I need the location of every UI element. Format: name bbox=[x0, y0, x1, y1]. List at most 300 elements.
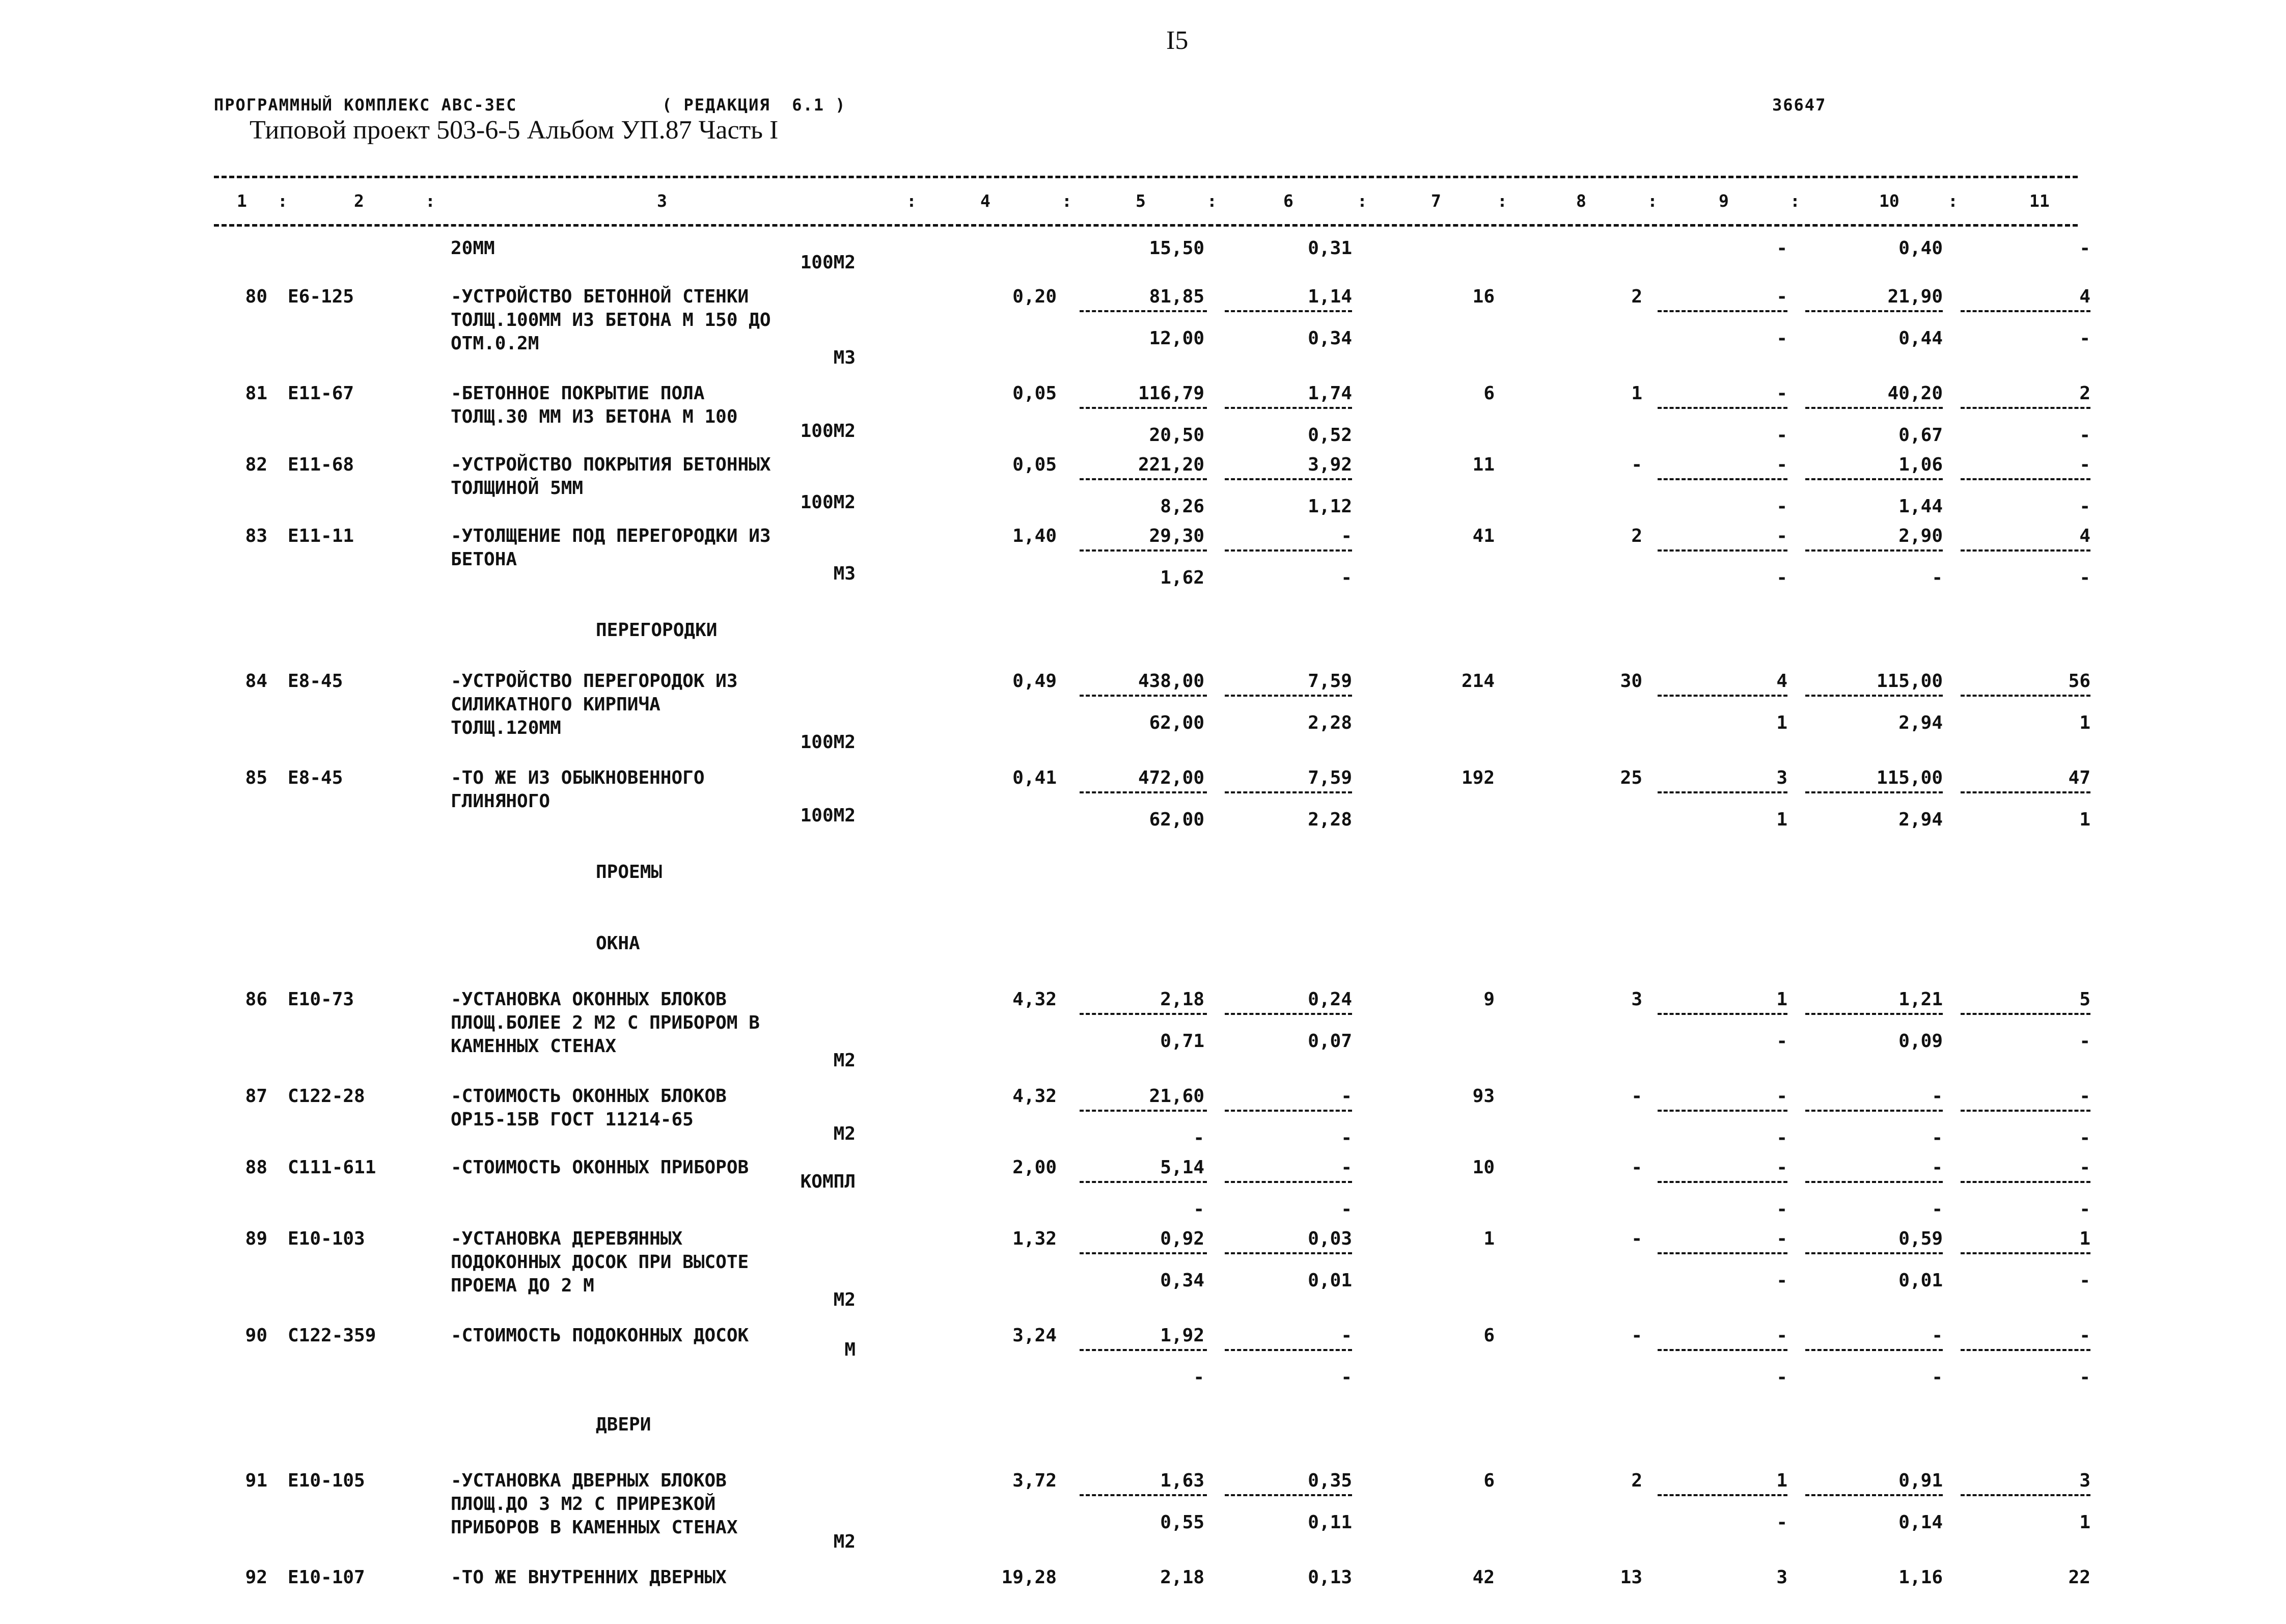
cell-divider-line bbox=[1961, 1181, 2090, 1183]
unit-of-measure: М2 bbox=[833, 1123, 856, 1144]
value-c5-bottom: 0,34 bbox=[1160, 1270, 1204, 1291]
value-c5-bottom: 8,26 bbox=[1160, 496, 1204, 517]
quantity: 3,72 bbox=[1012, 1470, 1057, 1491]
row-number: 85 bbox=[245, 767, 267, 788]
value-c6-top: 0,31 bbox=[1308, 238, 1352, 259]
value-c7: 16 bbox=[1472, 286, 1495, 307]
quantity: 1,40 bbox=[1012, 526, 1057, 546]
value-c10-top: - bbox=[1932, 1157, 1943, 1178]
value-c10-bottom: 0,67 bbox=[1898, 425, 1943, 446]
cell-divider-line bbox=[1961, 791, 2090, 793]
cell-divider-line bbox=[1961, 310, 2090, 312]
value-c10-top: 1,21 bbox=[1898, 989, 1943, 1010]
quantity: 0,41 bbox=[1012, 767, 1057, 788]
cell-divider-line bbox=[1805, 1181, 1943, 1183]
cell-divider-line bbox=[1658, 407, 1787, 409]
value-c11-top: 4 bbox=[2079, 286, 2090, 307]
value-c8: - bbox=[1631, 1228, 1642, 1249]
value-c5-top: 81,85 bbox=[1149, 286, 1204, 307]
work-description-line: -ТО ЖЕ ИЗ ОБЫКНОВЕННОГО bbox=[451, 767, 705, 788]
value-c9-bottom: - bbox=[1776, 1367, 1787, 1388]
unit-of-measure: М3 bbox=[833, 347, 856, 368]
column-separator: : bbox=[1497, 191, 1507, 211]
value-c8: 25 bbox=[1620, 767, 1642, 788]
cell-divider-line bbox=[1658, 695, 1787, 697]
value-c10-bottom: 2,94 bbox=[1898, 712, 1943, 733]
value-c6-bottom: 0,34 bbox=[1308, 328, 1352, 349]
column-separator: : bbox=[1357, 191, 1367, 211]
work-description-line: ОР15-15В ГОСТ 11214-65 bbox=[451, 1109, 694, 1130]
value-c5-bottom: 20,50 bbox=[1149, 425, 1204, 446]
value-c5-top: 29,30 bbox=[1149, 526, 1204, 546]
work-description-line: -ТО ЖЕ ВНУТРЕННИХ ДВЕРНЫХ bbox=[451, 1567, 727, 1588]
section-title-doors: ДВЕРИ bbox=[596, 1414, 651, 1435]
column-header-11: 11 bbox=[2029, 191, 2050, 211]
cell-divider-line bbox=[1961, 549, 2090, 552]
row-number: 84 bbox=[245, 671, 267, 692]
value-c8: - bbox=[1631, 1086, 1642, 1107]
value-c7: 93 bbox=[1472, 1086, 1495, 1107]
cell-divider-line bbox=[1080, 791, 1207, 793]
value-c5-top: 221,20 bbox=[1138, 454, 1204, 475]
work-code: Е6-125 bbox=[288, 286, 354, 307]
section-title-openings: ПРОЕМЫ bbox=[596, 862, 663, 883]
work-description-line: ПРИБОРОВ В КАМЕННЫХ СТЕНАХ bbox=[451, 1517, 738, 1538]
cell-divider-line bbox=[1961, 478, 2090, 480]
work-description-line: 20ММ bbox=[451, 238, 495, 259]
value-c9-top: - bbox=[1776, 1325, 1787, 1346]
quantity: 3,24 bbox=[1012, 1325, 1057, 1346]
cell-divider-line bbox=[1080, 478, 1207, 480]
value-c5-bottom: - bbox=[1193, 1127, 1204, 1148]
value-c6-top: 0,24 bbox=[1308, 989, 1352, 1010]
unit-of-measure: 100М2 bbox=[800, 491, 856, 513]
column-separator: : bbox=[1948, 191, 1958, 211]
cell-divider-line bbox=[1225, 695, 1352, 697]
value-c6-top: 0,03 bbox=[1308, 1228, 1352, 1249]
header-top-rule bbox=[214, 176, 2078, 178]
value-c5-bottom: - bbox=[1193, 1199, 1204, 1220]
cell-divider-line bbox=[1658, 1110, 1787, 1112]
value-c9-bottom: 1 bbox=[1776, 809, 1787, 830]
cell-divider-line bbox=[1658, 1252, 1787, 1254]
work-code: Е10-105 bbox=[288, 1470, 365, 1491]
cell-divider-line bbox=[1225, 549, 1352, 552]
value-c5-top: 2,18 bbox=[1160, 1567, 1204, 1588]
value-c11-bottom: - bbox=[2079, 1270, 2090, 1291]
work-description-line: -УСТРОЙСТВО ПОКРЫТИЯ БЕТОННЫХ bbox=[451, 454, 771, 475]
cell-divider-line bbox=[1080, 1110, 1207, 1112]
cell-divider-line bbox=[1658, 1494, 1787, 1496]
work-description-line: -СТОИМОСТЬ ОКОННЫХ ПРИБОРОВ bbox=[451, 1157, 749, 1178]
cell-divider-line bbox=[1225, 1181, 1352, 1183]
unit-of-measure: 100М2 bbox=[800, 805, 856, 826]
value-c11-top: - bbox=[2079, 1157, 2090, 1178]
value-c9-top: - bbox=[1776, 286, 1787, 307]
cell-divider-line bbox=[1805, 310, 1943, 312]
work-code: С122-28 bbox=[288, 1086, 365, 1107]
work-code: Е8-45 bbox=[288, 671, 343, 692]
value-c11-top: 2 bbox=[2079, 383, 2090, 404]
quantity: 0,49 bbox=[1012, 671, 1057, 692]
value-c10-bottom: 0,14 bbox=[1898, 1512, 1943, 1533]
cell-divider-line bbox=[1080, 1013, 1207, 1015]
work-code: Е11-67 bbox=[288, 383, 354, 404]
value-c6-bottom: - bbox=[1341, 1199, 1352, 1220]
unit-of-measure: М3 bbox=[833, 563, 856, 584]
cell-divider-line bbox=[1805, 1349, 1943, 1351]
value-c6-bottom: 0,01 bbox=[1308, 1270, 1352, 1291]
value-c11-bottom: - bbox=[2079, 1367, 2090, 1388]
column-separator: : bbox=[906, 191, 917, 211]
cell-divider-line bbox=[1658, 1349, 1787, 1351]
work-description-line: ТОЛЩ.30 ММ ИЗ БЕТОНА М 100 bbox=[451, 406, 738, 427]
program-name: ПРОГРАММНЫЙ КОМПЛЕКС АВС-3ЕС bbox=[214, 95, 517, 115]
work-description-line: ПЛОЩ.ДО 3 М2 С ПРИРЕЗКОЙ bbox=[451, 1494, 716, 1515]
row-number: 90 bbox=[245, 1325, 267, 1346]
cell-divider-line bbox=[1658, 1013, 1787, 1015]
work-description-line: БЕТОНА bbox=[451, 549, 517, 570]
value-c9-bottom: - bbox=[1776, 496, 1787, 517]
cell-divider-line bbox=[1225, 1349, 1352, 1351]
value-c5-top: 1,92 bbox=[1160, 1325, 1204, 1346]
work-description-line: ПРОЕМА ДО 2 М bbox=[451, 1275, 594, 1296]
value-c5-top: 438,00 bbox=[1138, 671, 1204, 692]
work-description-line: -УТОЛЩЕНИЕ ПОД ПЕРЕГОРОДКИ ИЗ bbox=[451, 526, 771, 546]
value-c9-bottom: - bbox=[1776, 1512, 1787, 1533]
value-c5-bottom: 62,00 bbox=[1149, 809, 1204, 830]
value-c10-top: 40,20 bbox=[1887, 383, 1943, 404]
cell-divider-line bbox=[1805, 1494, 1943, 1496]
column-header-1: 1 bbox=[237, 191, 247, 211]
cell-divider-line bbox=[1658, 549, 1787, 552]
row-number: 89 bbox=[245, 1228, 267, 1249]
row-number: 88 bbox=[245, 1157, 267, 1178]
value-c7: 42 bbox=[1472, 1567, 1495, 1588]
program-edition: ( РЕДАКЦИЯ 6.1 ) bbox=[662, 95, 846, 115]
work-description-line: СИЛИКАТНОГО КИРПИЧА bbox=[451, 694, 660, 715]
value-c11-top: 1 bbox=[2079, 1228, 2090, 1249]
work-code: Е11-11 bbox=[288, 526, 354, 546]
cell-divider-line bbox=[1805, 1252, 1943, 1254]
value-c7: 41 bbox=[1472, 526, 1495, 546]
value-c6-bottom: 0,52 bbox=[1308, 425, 1352, 446]
value-c6-top: 7,59 bbox=[1308, 767, 1352, 788]
value-c9-bottom: - bbox=[1776, 1127, 1787, 1148]
value-c9-bottom: - bbox=[1776, 1270, 1787, 1291]
value-c10-top: 1,16 bbox=[1898, 1567, 1943, 1588]
row-number: 91 bbox=[245, 1470, 267, 1491]
cell-divider-line bbox=[1805, 407, 1943, 409]
value-c11-bottom: - bbox=[2079, 1127, 2090, 1148]
value-c9-top: 3 bbox=[1776, 1567, 1787, 1588]
value-c7: 214 bbox=[1461, 671, 1495, 692]
work-description-line: -УСТАНОВКА ДЕРЕВЯННЫХ bbox=[451, 1228, 683, 1249]
work-description-line: ПОДОКОННЫХ ДОСОК ПРИ ВЫСОТЕ bbox=[451, 1252, 749, 1273]
value-c8: 30 bbox=[1620, 671, 1642, 692]
value-c5-top: 5,14 bbox=[1160, 1157, 1204, 1178]
cell-divider-line bbox=[1080, 549, 1207, 552]
quantity: 0,05 bbox=[1012, 454, 1057, 475]
value-c9-top: - bbox=[1776, 238, 1787, 259]
unit-of-measure: М bbox=[844, 1339, 856, 1360]
row-number: 82 bbox=[245, 454, 267, 475]
value-c10-bottom: - bbox=[1932, 1367, 1943, 1388]
value-c6-bottom: 0,11 bbox=[1308, 1512, 1352, 1533]
work-code: Е11-68 bbox=[288, 454, 354, 475]
cell-divider-line bbox=[1080, 310, 1207, 312]
value-c11-top: 56 bbox=[2068, 671, 2090, 692]
cell-divider-line bbox=[1805, 1110, 1943, 1112]
value-c6-top: 1,74 bbox=[1308, 383, 1352, 404]
value-c11-top: 22 bbox=[2068, 1567, 2090, 1588]
value-c11-bottom: - bbox=[2079, 425, 2090, 446]
cell-divider-line bbox=[1961, 1013, 2090, 1015]
quantity: 0,20 bbox=[1012, 286, 1057, 307]
value-c6-bottom: 1,12 bbox=[1308, 496, 1352, 517]
value-c11-bottom: - bbox=[2079, 1199, 2090, 1220]
unit-of-measure: М2 bbox=[833, 1050, 856, 1071]
column-separator: : bbox=[1062, 191, 1072, 211]
work-description-line: ОТМ.0.2М bbox=[451, 333, 539, 354]
value-c6-top: 3,92 bbox=[1308, 454, 1352, 475]
work-code: С111-611 bbox=[288, 1157, 376, 1178]
value-c10-top: 115,00 bbox=[1876, 671, 1943, 692]
value-c9-top: 1 bbox=[1776, 989, 1787, 1010]
work-description-line: ТОЛЩ.100ММ ИЗ БЕТОНА М 150 ДО bbox=[451, 310, 771, 331]
work-description-line: -СТОИМОСТЬ ОКОННЫХ БЛОКОВ bbox=[451, 1086, 727, 1107]
value-c5-top: 0,92 bbox=[1160, 1228, 1204, 1249]
value-c6-bottom: - bbox=[1341, 1367, 1352, 1388]
cell-divider-line bbox=[1658, 310, 1787, 312]
value-c10-bottom: 0,01 bbox=[1898, 1270, 1943, 1291]
unit-of-measure: КОМПЛ bbox=[800, 1171, 856, 1192]
unit-of-measure: 100М2 bbox=[800, 252, 856, 273]
value-c7: 192 bbox=[1461, 767, 1495, 788]
value-c11-top: 47 bbox=[2068, 767, 2090, 788]
value-c9-top: 4 bbox=[1776, 671, 1787, 692]
work-description-line: ГЛИНЯНОГО bbox=[451, 791, 550, 812]
work-description-line: -УСТРОЙСТВО ПЕРЕГОРОДОК ИЗ bbox=[451, 671, 738, 692]
value-c11-top: - bbox=[2079, 238, 2090, 259]
value-c8: - bbox=[1631, 1325, 1642, 1346]
value-c10-bottom: - bbox=[1932, 1127, 1943, 1148]
row-number: 83 bbox=[245, 526, 267, 546]
work-description-line: ТОЛЩИНОЙ 5ММ bbox=[451, 478, 584, 499]
value-c11-top: 4 bbox=[2079, 526, 2090, 546]
value-c7: 10 bbox=[1472, 1157, 1495, 1178]
cell-divider-line bbox=[1080, 407, 1207, 409]
value-c10-bottom: - bbox=[1932, 1199, 1943, 1220]
row-number: 87 bbox=[245, 1086, 267, 1107]
unit-of-measure: М2 bbox=[833, 1289, 856, 1310]
value-c10-bottom: 2,94 bbox=[1898, 809, 1943, 830]
cell-divider-line bbox=[1225, 791, 1352, 793]
value-c6-top: - bbox=[1341, 1157, 1352, 1178]
value-c10-bottom: 0,09 bbox=[1898, 1031, 1943, 1052]
value-c11-bottom: 1 bbox=[2079, 809, 2090, 830]
work-code: Е8-45 bbox=[288, 767, 343, 788]
cell-divider-line bbox=[1080, 1181, 1207, 1183]
value-c6-top: 0,13 bbox=[1308, 1567, 1352, 1588]
cell-divider-line bbox=[1805, 1013, 1943, 1015]
cell-divider-line bbox=[1961, 1494, 2090, 1496]
row-number: 86 bbox=[245, 989, 267, 1010]
value-c11-top: - bbox=[2079, 454, 2090, 475]
value-c6-bottom: 2,28 bbox=[1308, 809, 1352, 830]
value-c9-bottom: - bbox=[1776, 1031, 1787, 1052]
cell-divider-line bbox=[1961, 695, 2090, 697]
value-c11-top: 5 bbox=[2079, 989, 2090, 1010]
cell-divider-line bbox=[1225, 310, 1352, 312]
value-c11-top: - bbox=[2079, 1325, 2090, 1346]
unit-of-measure: 100М2 bbox=[800, 420, 856, 442]
project-title: Типовой проект 503-6-5 Альбом УП.87 Часть I bbox=[250, 116, 779, 145]
unit-of-measure: 100М2 bbox=[800, 731, 856, 753]
column-header-10: 10 bbox=[1879, 191, 1899, 211]
cell-divider-line bbox=[1225, 407, 1352, 409]
document-code: 36647 bbox=[1772, 95, 1827, 115]
value-c8: - bbox=[1631, 454, 1642, 475]
value-c7: 1 bbox=[1483, 1228, 1495, 1249]
work-code: С122-359 bbox=[288, 1325, 376, 1346]
quantity: 2,00 bbox=[1012, 1157, 1057, 1178]
value-c11-bottom: 1 bbox=[2079, 712, 2090, 733]
value-c8: 3 bbox=[1631, 989, 1642, 1010]
value-c6-top: 0,35 bbox=[1308, 1470, 1352, 1491]
value-c9-top: - bbox=[1776, 383, 1787, 404]
work-code: Е10-103 bbox=[288, 1228, 365, 1249]
value-c5-bottom: 1,62 bbox=[1160, 567, 1204, 588]
cell-divider-line bbox=[1225, 478, 1352, 480]
value-c9-top: - bbox=[1776, 1086, 1787, 1107]
cell-divider-line bbox=[1658, 1181, 1787, 1183]
value-c8: 2 bbox=[1631, 1470, 1642, 1491]
cell-divider-line bbox=[1225, 1252, 1352, 1254]
value-c6-top: 1,14 bbox=[1308, 286, 1352, 307]
value-c9-top: - bbox=[1776, 454, 1787, 475]
value-c11-bottom: - bbox=[2079, 567, 2090, 588]
value-c8: 13 bbox=[1620, 1567, 1642, 1588]
value-c10-bottom: 1,44 bbox=[1898, 496, 1943, 517]
cell-divider-line bbox=[1658, 478, 1787, 480]
value-c11-bottom: - bbox=[2079, 1031, 2090, 1052]
cell-divider-line bbox=[1961, 407, 2090, 409]
cell-divider-line bbox=[1080, 1494, 1207, 1496]
value-c6-bottom: - bbox=[1341, 1127, 1352, 1148]
cell-divider-line bbox=[1805, 791, 1943, 793]
value-c5-bottom: - bbox=[1193, 1367, 1204, 1388]
value-c10-top: 0,40 bbox=[1898, 238, 1943, 259]
value-c9-bottom: - bbox=[1776, 328, 1787, 349]
value-c11-bottom: - bbox=[2079, 496, 2090, 517]
work-description-line: ПЛОЩ.БОЛЕЕ 2 М2 С ПРИБОРОМ В bbox=[451, 1012, 760, 1033]
value-c7: 6 bbox=[1483, 383, 1495, 404]
column-separator: : bbox=[1647, 191, 1658, 211]
value-c5-top: 21,60 bbox=[1149, 1086, 1204, 1107]
value-c9-top: 3 bbox=[1776, 767, 1787, 788]
value-c11-top: 3 bbox=[2079, 1470, 2090, 1491]
value-c8: 2 bbox=[1631, 286, 1642, 307]
work-code: Е10-73 bbox=[288, 989, 354, 1010]
quantity: 4,32 bbox=[1012, 1086, 1057, 1107]
value-c10-bottom: 0,44 bbox=[1898, 328, 1943, 349]
quantity: 19,28 bbox=[1001, 1567, 1057, 1588]
value-c7: 9 bbox=[1483, 989, 1495, 1010]
value-c5-bottom: 0,71 bbox=[1160, 1031, 1204, 1052]
value-c10-top: - bbox=[1932, 1325, 1943, 1346]
value-c6-top: - bbox=[1341, 526, 1352, 546]
value-c9-top: - bbox=[1776, 526, 1787, 546]
work-description-line: КАМЕННЫХ СТЕНАХ bbox=[451, 1036, 617, 1057]
work-description-line: -УСТАНОВКА ДВЕРНЫХ БЛОКОВ bbox=[451, 1470, 727, 1491]
value-c9-top: - bbox=[1776, 1228, 1787, 1249]
value-c6-bottom: 2,28 bbox=[1308, 712, 1352, 733]
cell-divider-line bbox=[1080, 1252, 1207, 1254]
column-header-8: 8 bbox=[1576, 191, 1586, 211]
value-c5-top: 1,63 bbox=[1160, 1470, 1204, 1491]
work-description-line: -СТОИМОСТЬ ПОДОКОННЫХ ДОСОК bbox=[451, 1325, 749, 1346]
row-number: 81 bbox=[245, 383, 267, 404]
value-c5-top: 116,79 bbox=[1138, 383, 1204, 404]
cell-divider-line bbox=[1961, 1349, 2090, 1351]
value-c5-bottom: 0,55 bbox=[1160, 1512, 1204, 1533]
value-c10-top: 0,59 bbox=[1898, 1228, 1943, 1249]
value-c7: 6 bbox=[1483, 1325, 1495, 1346]
column-header-2: 2 bbox=[354, 191, 364, 211]
value-c10-top: 1,06 bbox=[1898, 454, 1943, 475]
cell-divider-line bbox=[1805, 478, 1943, 480]
cell-divider-line bbox=[1805, 549, 1943, 552]
value-c6-bottom: 0,07 bbox=[1308, 1031, 1352, 1052]
value-c10-top: - bbox=[1932, 1086, 1943, 1107]
column-header-4: 4 bbox=[980, 191, 990, 211]
page-number: I5 bbox=[1166, 26, 1189, 55]
cell-divider-line bbox=[1805, 695, 1943, 697]
quantity: 4,32 bbox=[1012, 989, 1057, 1010]
value-c11-bottom: - bbox=[2079, 328, 2090, 349]
value-c10-top: 115,00 bbox=[1876, 767, 1943, 788]
value-c6-top: - bbox=[1341, 1325, 1352, 1346]
column-separator: : bbox=[425, 191, 435, 211]
work-description-line: -УСТАНОВКА ОКОННЫХ БЛОКОВ bbox=[451, 989, 727, 1010]
section-title-partitions: ПЕРЕГОРОДКИ bbox=[596, 620, 718, 641]
value-c6-top: - bbox=[1341, 1086, 1352, 1107]
value-c9-bottom: - bbox=[1776, 1199, 1787, 1220]
value-c7: 6 bbox=[1483, 1470, 1495, 1491]
cell-divider-line bbox=[1225, 1013, 1352, 1015]
value-c6-top: 7,59 bbox=[1308, 671, 1352, 692]
column-header-3: 3 bbox=[657, 191, 667, 211]
value-c5-top: 472,00 bbox=[1138, 767, 1204, 788]
value-c11-bottom: 1 bbox=[2079, 1512, 2090, 1533]
cell-divider-line bbox=[1961, 1252, 2090, 1254]
value-c9-top: - bbox=[1776, 1157, 1787, 1178]
cell-divider-line bbox=[1658, 791, 1787, 793]
cell-divider-line bbox=[1961, 1110, 2090, 1112]
value-c5-top: 15,50 bbox=[1149, 238, 1204, 259]
unit-of-measure: М2 bbox=[833, 1531, 856, 1552]
quantity: 0,05 bbox=[1012, 383, 1057, 404]
column-header-9: 9 bbox=[1719, 191, 1729, 211]
work-code: Е10-107 bbox=[288, 1567, 365, 1588]
value-c6-bottom: - bbox=[1341, 567, 1352, 588]
column-header-7: 7 bbox=[1431, 191, 1441, 211]
value-c9-top: 1 bbox=[1776, 1470, 1787, 1491]
cell-divider-line bbox=[1225, 1494, 1352, 1496]
value-c10-top: 2,90 bbox=[1898, 526, 1943, 546]
cell-divider-line bbox=[1080, 695, 1207, 697]
